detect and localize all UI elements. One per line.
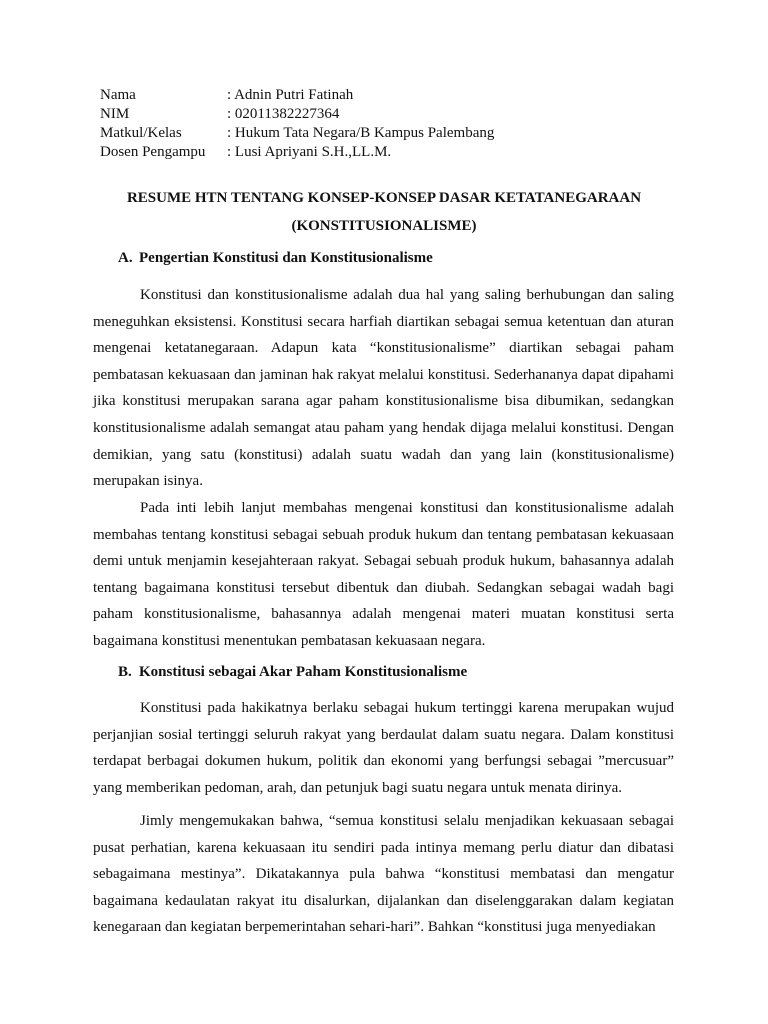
- info-label: Matkul/Kelas: [100, 125, 182, 141]
- section-title: Pengertian Konstitusi dan Konstitusionalisme: [139, 250, 433, 266]
- document-title: [94, 184, 674, 240]
- paragraph-b-1: Konstitusi pada hakikatnya berlaku sebagai hukum tertinggi karena merupakan wujud perjanjian sosial tertinggi seluruh rakyat yang berdaulat dalam suatu negara. Dalam konstitusi terdapat berbagai dokumen hukum, politik dan ekonomi yang berfungsi sebagai ”mercusuar” yang memberikan pedoman, arah, dan petunjuk bagi suatu negara untuk menata dirinya.: [93, 700, 674, 796]
- info-row-dosen: [100, 143, 494, 162]
- title-line-2: (KONSTITUSIONALISME): [291, 218, 477, 234]
- student-info-block: [100, 86, 494, 162]
- info-row-nim: [100, 105, 494, 124]
- paragraph-b-2: Jimly mengemukakan bahwa, “semua konstitusi selalu menjadikan kekuasaan sebagai pusat perhatian, karena kekuasaan itu sendiri pada intinya memang perlu diatur dan dibatasi sebagaimana mestinya”. Dikatakannya pula bahwa “konstitusi membatasi dan mengatur bagaimana kedaulatan rakyat itu disalurkan, dijalankan dan diselenggarakan dalam kegiatan kenegaraan dan kegiatan berpemerintahan sehari-hari”. Bahkan “konstitusi juga menyediakan: [93, 813, 674, 936]
- info-label: Dosen Pengampu: [100, 144, 206, 160]
- info-row-matkul: [100, 124, 494, 143]
- section-title: Konstitusi sebagai Akar Paham Konstitusionalisme: [139, 664, 468, 680]
- section-a-heading: [118, 248, 433, 268]
- info-value: : 02011382227364: [227, 106, 340, 122]
- section-b-heading: [118, 662, 467, 682]
- info-row-nama: [100, 86, 494, 105]
- section-number: A.: [118, 250, 133, 266]
- paragraph-a-1: Konstitusi dan konstitusionalisme adalah dua hal yang saling berhubungan dan saling meneguhkan eksistensi. Konstitusi secara harfiah diartikan sebagai semua ketentuan dan aturan mengenai ketatanegaraan. Adapun kata “konstitusionalisme” diartikan sebagai paham pembatasan kekuasaan dan jaminan hak rakyat melalui konstitusi. Sederhananya dapat dipahami jika konstitusi merupakan sarana agar paham konstitusionalisme bisa dibumikan, sedangkan konstitusionalisme adalah semangat atau paham yang hendak dijaga melalui konstitusi. Dengan demikian, yang satu (konstitusi) adalah suatu wadah dan yang lain (konstitusionalisme) merupakan isinya.: [93, 287, 674, 490]
- title-line-1: RESUME HTN TENTANG KONSEP-KONSEP DASAR KETATANEGARAAN: [126, 190, 642, 206]
- section-number: B.: [118, 664, 132, 680]
- paragraph-a-2: Pada inti lebih lanjut membahas mengenai konstitusi dan konstitusionalisme adalah membahas tentang konstitusi sebagai sebuah produk hukum dan tentang pembatasan kekuasaan demi untuk menjamin kesejahteraan rakyat. Sebagai sebuah produk hukum, bahasannya adalah tentang bagaimana konstitusi tersebut dibentuk dan diubah. Sedangkan sebagai wadah bagi paham konstitusionalisme, bahasannya adalah mengenai materi muatan konstitusi serta bagaimana konstitusi menentukan pembatasan kekuasaan negara.: [93, 500, 674, 649]
- info-label: Nama: [100, 87, 136, 103]
- info-label: NIM: [100, 106, 130, 122]
- info-value: : Lusi Apriyani S.H.,LL.M.: [227, 144, 392, 160]
- info-value: : Hukum Tata Negara/B Kampus Palembang: [227, 125, 495, 141]
- info-value: : Adnin Putri Fatinah: [227, 87, 354, 103]
